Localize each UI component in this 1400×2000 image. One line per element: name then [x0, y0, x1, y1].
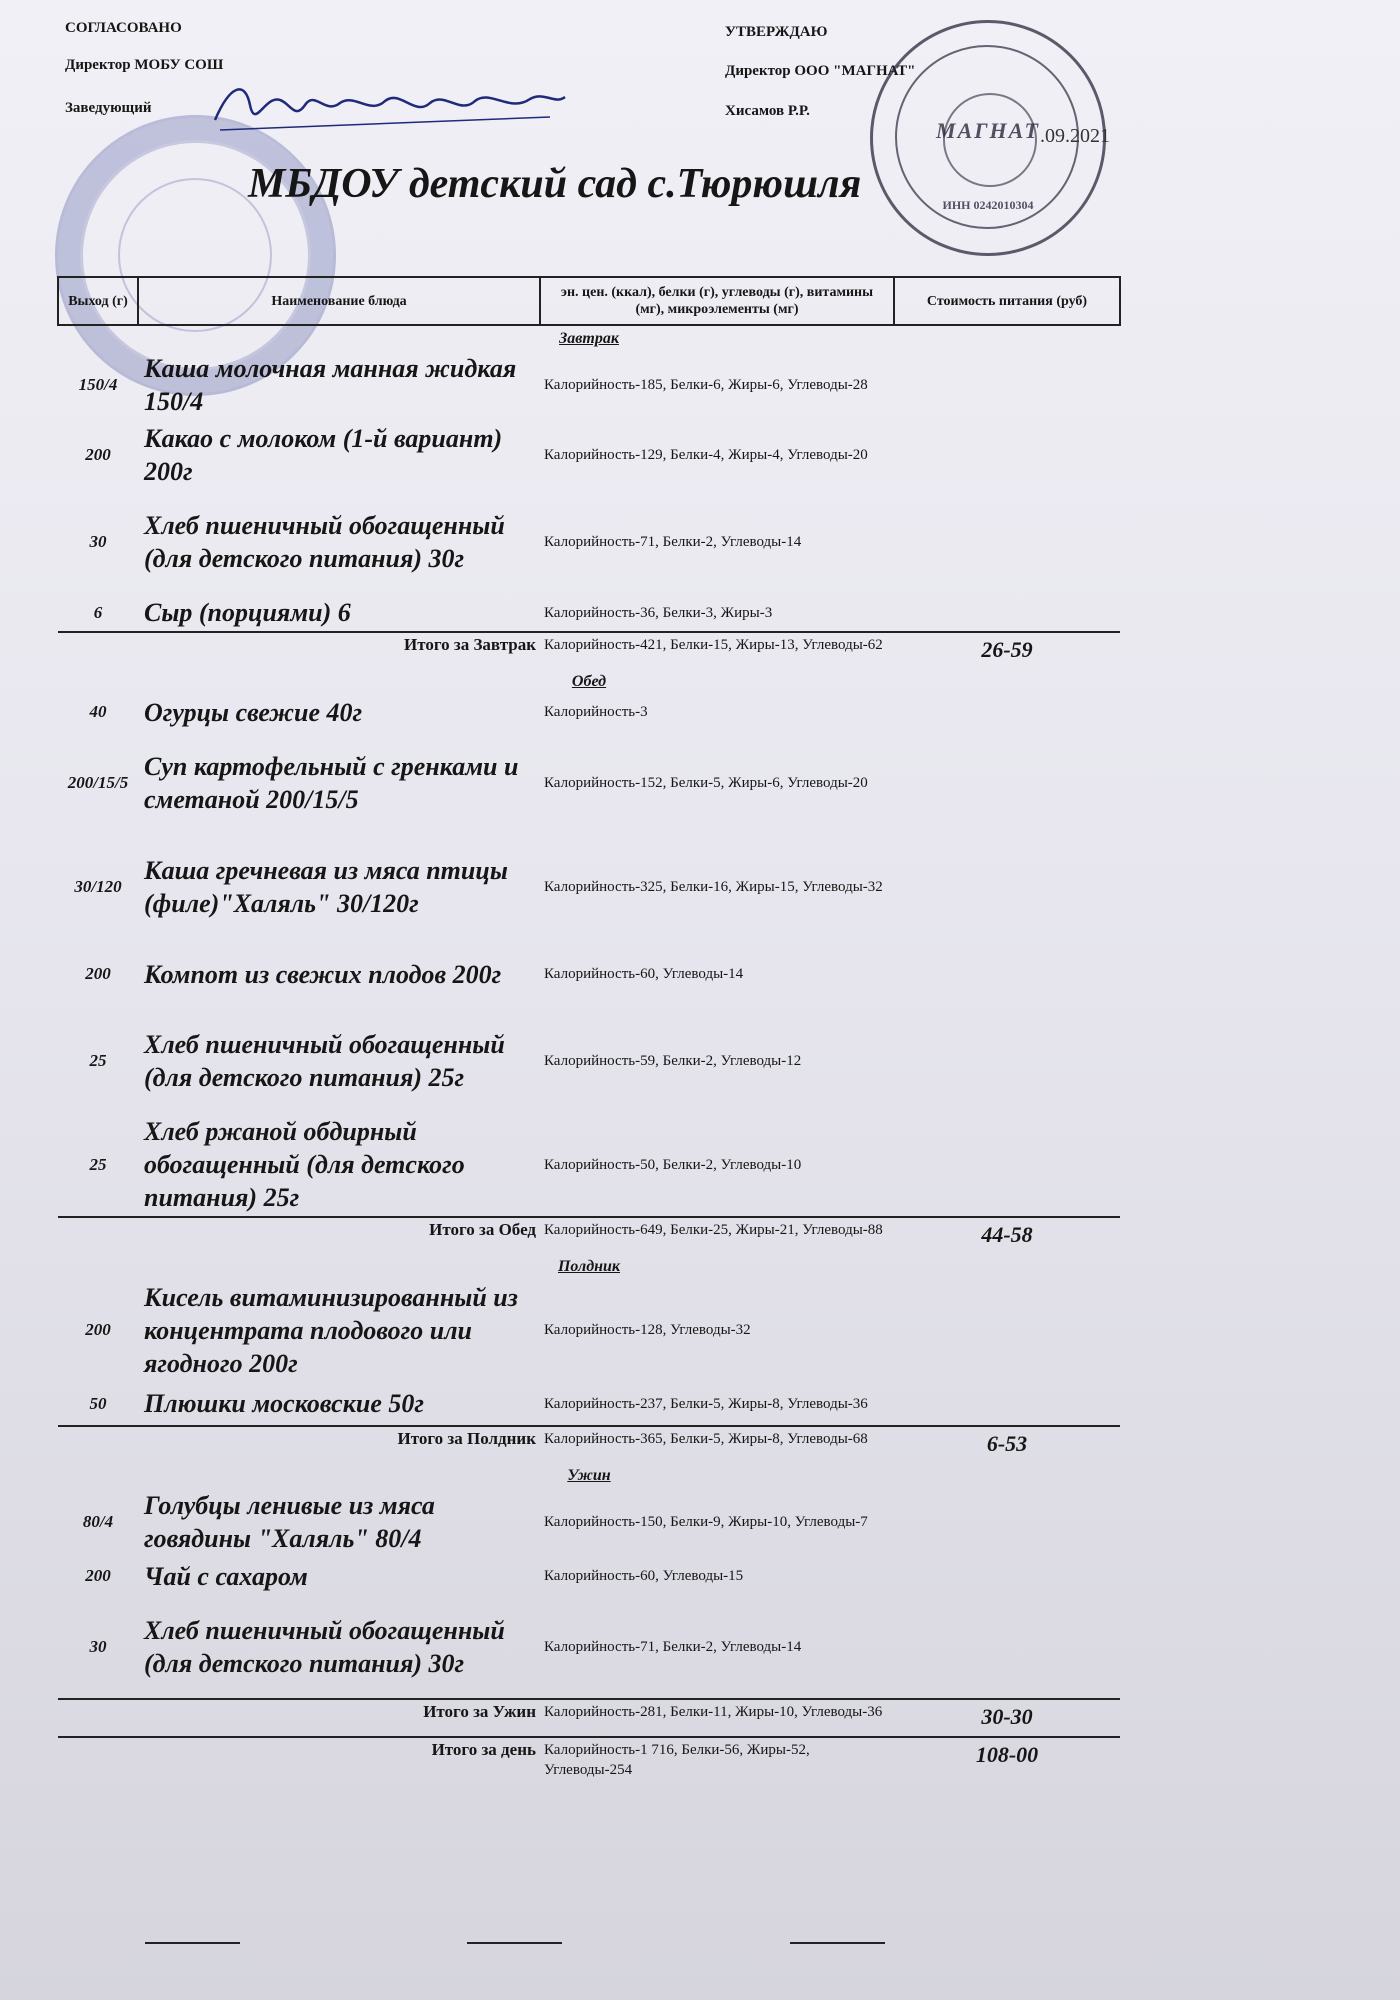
- dish-nutrition: Калорийность-185, Белки-6, Жиры-6, Углеводы-28: [544, 377, 868, 393]
- dish-name: Хлеб пшеничный обогащенный (для детского питания) 25г: [144, 1030, 505, 1092]
- dish-weight: 200: [85, 964, 111, 983]
- dish-nutrition: Калорийность-152, Белки-5, Жиры-6, Углеводы-20: [544, 775, 868, 791]
- dish-weight: 200/15/5: [67, 773, 129, 792]
- meal-heading-row: [58, 669, 1120, 693]
- dish-weight: 200: [85, 1566, 111, 1585]
- dish-weight: 30/120: [74, 877, 122, 896]
- dish-name: Чай с сахаром: [144, 1561, 308, 1591]
- dish-weight: 80/4: [82, 1512, 114, 1531]
- meal-total-label: Итого за Ужин: [58, 1699, 540, 1737]
- col-header-price: Стоимость питания (руб): [894, 277, 1120, 325]
- dish-name: Голубцы ленивые из мяса говядины "Халяль" 80/4: [144, 1491, 435, 1553]
- dish-name: Огурцы свежие 40г: [144, 697, 363, 727]
- dish-weight: 25: [89, 1154, 107, 1174]
- dish-nutrition: Калорийность-60, Углеводы-14: [544, 966, 744, 982]
- dish-weight: 6: [93, 602, 103, 622]
- dish-row: [58, 835, 1120, 939]
- page-title: МБДОУ детский сад с.Тюрюшля: [248, 161, 862, 207]
- dish-nutrition: Калорийность-71, Белки-2, Углеводы-14: [544, 534, 802, 550]
- approval-left-line2: Заведующий: [65, 100, 152, 116]
- dish-nutrition: Калорийность-237, Белки-5, Жиры-8, Углеводы-36: [544, 1395, 868, 1412]
- dish-nutrition: Калорийность-59, Белки-2, Углеводы-12: [544, 1053, 802, 1069]
- col-header-dish: Наименование блюда: [138, 277, 540, 325]
- meal-heading: Ужин: [567, 1467, 611, 1484]
- meal-heading-row: [58, 325, 1120, 350]
- dish-weight: 200: [85, 1320, 111, 1339]
- approval-left-line1: Директор МОБУ СОШ: [65, 57, 224, 73]
- meal-total-row: [58, 632, 1120, 669]
- dish-name: Хлеб ржаной обдирный обогащенный (для детского питания) 25г: [144, 1117, 465, 1212]
- dish-weight: 40: [89, 702, 107, 721]
- dish-name: Хлеб пшеничный обогащенный (для детского питания) 30г: [144, 511, 505, 573]
- meal-total-nutrition: Калорийность-421, Белки-15, Жиры-13, Углеводы-62: [540, 632, 894, 669]
- meal-total-row: [58, 1699, 1120, 1737]
- dish-weight: 150/4: [78, 375, 118, 394]
- dish-nutrition: Калорийность-128, Углеводы-32: [544, 1322, 751, 1338]
- dish-nutrition: Калорийность-150, Белки-9, Жиры-10, Углеводы-7: [544, 1514, 868, 1530]
- dish-row: [58, 490, 1120, 594]
- dish-nutrition: Калорийность-36, Белки-3, Жиры-3: [544, 604, 773, 621]
- dish-weight: 30: [89, 1636, 107, 1656]
- signature-line: [790, 1942, 885, 1944]
- dish-nutrition: Калорийность-129, Белки-4, Жиры-4, Углеводы-20: [544, 447, 868, 463]
- dish-name: Суп картофельный с гренками и сметаной 200/15/5: [144, 752, 519, 814]
- dish-name: Хлеб пшеничный обогащенный (для детского питания) 30г: [144, 1615, 505, 1678]
- meal-heading-row: [58, 1463, 1120, 1487]
- meal-total-price: 30-30: [894, 1699, 1120, 1737]
- meal-total-nutrition: Калорийность-649, Белки-25, Жиры-21, Углеводы-88: [540, 1217, 894, 1254]
- dish-nutrition: Калорийность-60, Углеводы-15: [544, 1568, 744, 1584]
- meal-heading: Завтрак: [559, 330, 619, 347]
- dish-name: Компот из свежих плодов 200г: [144, 959, 502, 989]
- dish-name: Каша гречневая из мяса птицы (филе)"Халяль" 30/120г: [144, 856, 508, 918]
- table-header-row: [58, 277, 1120, 325]
- dish-nutrition: Калорийность-3: [544, 704, 648, 720]
- approval-right-line2: Хисамов Р.Р.: [725, 103, 810, 119]
- signature-line: [145, 1942, 240, 1944]
- meal-heading-row: [58, 1254, 1120, 1278]
- dish-row: [58, 1009, 1120, 1113]
- dish-weight: 30: [89, 532, 107, 551]
- col-header-weight: Выход (г): [58, 277, 138, 325]
- meal-total-nutrition: Калорийность-365, Белки-5, Жиры-8, Углеводы-68: [540, 1426, 894, 1463]
- dish-weight: 50: [89, 1393, 107, 1413]
- stamp-inn: ИНН 0242010304: [942, 198, 1034, 212]
- dish-name: Сыр (порциями) 6: [144, 598, 351, 627]
- dish-row: [58, 1557, 1120, 1595]
- meal-total-price: 6-53: [894, 1426, 1120, 1463]
- dish-row: [58, 731, 1120, 835]
- meal-total-label: Итого за Полдник: [58, 1426, 540, 1463]
- dish-row: [58, 1487, 1120, 1557]
- day-total-nutrition: Калорийность-1 716, Белки-56, Жиры-52, Углеводы-254: [540, 1737, 894, 1786]
- day-total-price: 108-00: [894, 1737, 1120, 1786]
- meal-total-label: Итого за Завтрак: [58, 632, 540, 669]
- stamp-brand: МАГНАТ: [936, 118, 1040, 143]
- meal-total-row: [58, 1217, 1120, 1254]
- approval-right-line1: Директор ООО "МАГНАТ": [725, 63, 916, 79]
- dish-nutrition: Калорийность-325, Белки-16, Жиры-15, Углеводы-32: [544, 879, 883, 895]
- dish-nutrition: Калорийность-71, Белки-2, Углеводы-14: [544, 1638, 802, 1655]
- dish-row: [58, 1278, 1120, 1382]
- meal-total-nutrition: Калорийность-281, Белки-11, Жиры-10, Углеводы-36: [540, 1699, 894, 1737]
- dish-row: [58, 420, 1120, 490]
- day-total-row: [58, 1737, 1120, 1786]
- signature-line: [467, 1942, 562, 1944]
- approval-date: .09.2021: [1040, 125, 1110, 147]
- dish-nutrition: Калорийность-50, Белки-2, Углеводы-10: [544, 1156, 802, 1173]
- meal-heading: Обед: [571, 673, 607, 690]
- dish-row: [58, 693, 1120, 731]
- dish-weight: 25: [89, 1051, 107, 1070]
- approval-left-title: СОГЛАСОВАНО: [65, 20, 182, 36]
- meal-heading: Полдник: [557, 1258, 621, 1275]
- dish-name: Каша молочная манная жидкая 150/4: [144, 354, 517, 416]
- dish-name: Какао с молоком (1-й вариант) 200г: [144, 424, 503, 486]
- handwritten-signature: [210, 75, 570, 135]
- dish-name: Плюшки московские 50г: [144, 1389, 424, 1418]
- dish-row: [58, 350, 1120, 420]
- menu-table: [57, 276, 1121, 1786]
- col-header-nutrition: эн. цен. (ккал), белки (г), углеводы (г), витамины (мг), микроэлементы (мг): [540, 277, 894, 325]
- meal-total-price: 44-58: [894, 1217, 1120, 1254]
- dish-name: Кисель витаминизированный из концентрата плодового или ягодного 200г: [144, 1282, 518, 1378]
- meal-total-price: 26-59: [894, 632, 1120, 669]
- approval-right-title: УТВЕРЖДАЮ: [725, 24, 828, 40]
- dish-row: [58, 1382, 1120, 1426]
- dish-row: [58, 1113, 1120, 1217]
- dish-row: [58, 939, 1120, 1009]
- meal-total-label: Итого за Обед: [58, 1217, 540, 1254]
- dish-row: [58, 1595, 1120, 1699]
- dish-row: [58, 594, 1120, 632]
- day-total-label: Итого за день: [58, 1737, 540, 1786]
- dish-weight: 200: [85, 445, 111, 464]
- meal-total-row: [58, 1426, 1120, 1463]
